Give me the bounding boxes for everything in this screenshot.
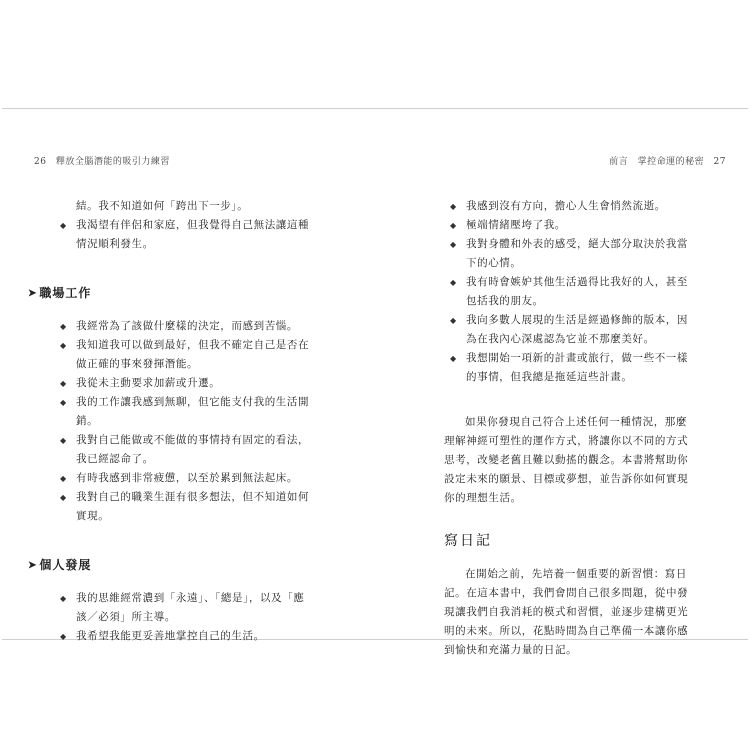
list-item: ◆ 我從未主動要求加薪或升遷。 <box>60 374 310 393</box>
right-running-head <box>603 154 726 167</box>
right-running-section: 前言 <box>609 157 629 167</box>
list-item: ◆ 我向多數人展現的生活是經過修飾的版本，因為在我內心深處認為它並不那麼美好。 <box>450 311 690 349</box>
list-item: ◆ 我渴望有伴侶和家庭，但我覺得自己無法讓這種情況順利發生。 <box>60 216 310 254</box>
right-body <box>444 197 690 660</box>
right-page-number: 27 <box>713 157 726 167</box>
left-page <box>2 109 375 642</box>
continued-line: 結。我不知道如何「跨出下一步」。 <box>76 200 249 212</box>
list-item: ◆ 我感到沒有方向，擔心人生會悄然流逝。 <box>450 197 690 216</box>
section-heading-work <box>28 284 310 303</box>
list-item: ◆ 我對自己的職業生涯有很多想法，但不知道如何實現。 <box>60 488 310 526</box>
section-heading-journal: 寫日記 <box>444 533 492 549</box>
list-item: ◆ 我對自己能做或不能做的事情持有固定的看法，我已經認命了。 <box>60 431 310 469</box>
list-item: ◆ 我想開始一項新的計畫或旅行，做一些不一樣的事情，但我總是拖延這些計畫。 <box>450 349 690 387</box>
right-running-title: 掌控命運的秘密 <box>637 157 705 167</box>
list-item: ◆ 我的思維經常濃到「永遠」、「總是」，以及「應該／必須」所主導。 <box>60 589 310 627</box>
arrow-icon: ➤ <box>28 288 38 299</box>
section-heading-personal <box>28 556 310 575</box>
section-title: 個人發展 <box>39 558 92 572</box>
left-body <box>28 197 310 646</box>
section-title: 職場工作 <box>39 286 92 300</box>
arrow-icon: ➤ <box>28 560 38 571</box>
right-page <box>375 109 748 656</box>
list-item: ◆ 我希望我能更妥善地掌控自己的生活。 <box>60 627 310 646</box>
list-item: ◆ 我對身體和外表的感受，絕大部分取決於我當下的心情。 <box>450 235 690 273</box>
list-item: ◆ 極端情緒壓垮了我。 <box>450 216 690 235</box>
paragraph: 在開始之前，先培養一個重要的新習慣：寫日記。在這本書中，我們會問自己很多問題，從中發現讓我們自我消耗的模式和習慣，並逐步建構更光明的未來。所以，花點時間為自己準備一本讓你感到愉快和充滿力量的日記。 <box>444 568 689 656</box>
list-item: ◆ 我的工作讓我感到無聊，但它能支付我的生活開銷。 <box>60 393 310 431</box>
left-page-number: 26 <box>34 157 47 167</box>
paragraph: 如果你發現自己符合上述任何一種情況，那麼理解神經可塑性的運作方式，將讓你以不同的方式思考，改變老舊且難以動搖的觀念。本書將幫助你設定未來的願景、目標或夢想，並告訴你如何實現你的理想生活。 <box>444 416 689 504</box>
list-item: ◆ 有時我感到非常疲憊，以至於累到無法起床。 <box>60 469 310 488</box>
list-item: ◆ 我有時會嫉妒其他生活過得比我好的人，甚至包括我的朋友。 <box>450 273 690 311</box>
list-item: ◆ 我經常為了該做什麼樣的決定，而感到苦惱。 <box>60 317 310 336</box>
list-item: ◆ 我知道我可以做到最好，但我不確定自己是否在做正確的事來發揮潛能。 <box>60 336 310 374</box>
left-running-title: 釋放全腦潛能的吸引力練習 <box>55 157 170 167</box>
book-spread <box>2 108 748 656</box>
left-running-head <box>34 154 176 167</box>
